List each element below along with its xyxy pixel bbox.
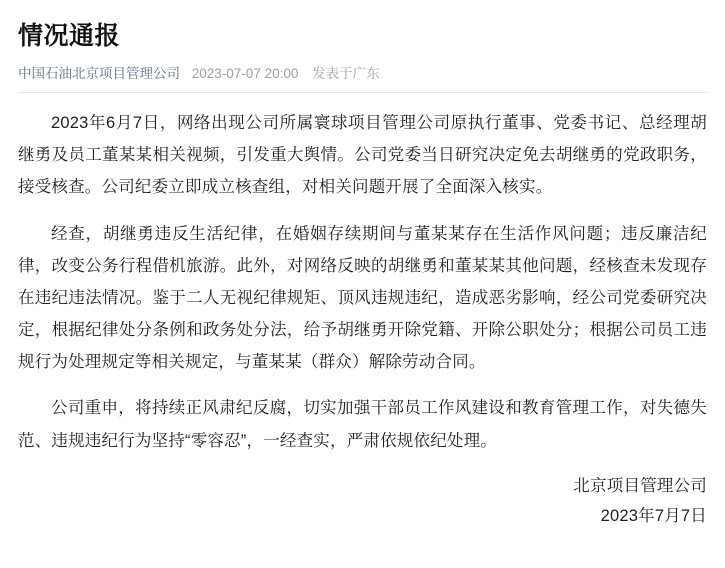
signature-date: 2023年7月7日	[600, 507, 707, 526]
page-title: 情况通报	[18, 22, 121, 50]
article-meta	[18, 64, 707, 84]
article-paragraph: 公司重申，将持续正风肃纪反腐，切实加强干部员工作风建设和教育管理工作，对失德失范、违规违纪行为坚持“零容忍”，一经查实，严肃依规依纪处理。	[18, 399, 707, 450]
article-signature	[18, 471, 707, 532]
article-location: 发表于广东	[312, 65, 380, 81]
article-source: 中国石油北京项目管理公司	[18, 65, 180, 81]
article-paragraph: 经查，胡继勇违反生活纪律，在婚姻存续期间与董某某存在生活作风问题；违反廉洁纪律，改变公务行程借机旅游。此外，对网络反映的胡继勇和董某某其他问题，经核查未发现存在违纪违法情况。鉴于二人无视纪律规矩、顶风违规违纪，造成恶劣影响，经公司党委研究决定，根据纪律处分条例和政务处分法，给予胡继勇开除党籍、开除公职处分；根据公司员工违规行为处理规定等相关规定，与董某某（群众）解除劳动合同。	[18, 224, 707, 372]
header-divider	[18, 92, 707, 93]
article-timestamp: 2023-07-07 20:00	[191, 65, 299, 81]
signature-organization: 北京项目管理公司	[573, 476, 707, 495]
article-body	[18, 107, 707, 457]
article-paragraph: 2023年6月7日，网络出现公司所属寰球项目管理公司原执行董事、党委书记、总经理胡继勇及员工董某某相关视频，引发重大舆情。公司党委当日研究决定免去胡继勇的党政职务，接受核查。公司纪委立即成立核查组，对相关问题开展了全面深入核实。	[18, 114, 707, 197]
